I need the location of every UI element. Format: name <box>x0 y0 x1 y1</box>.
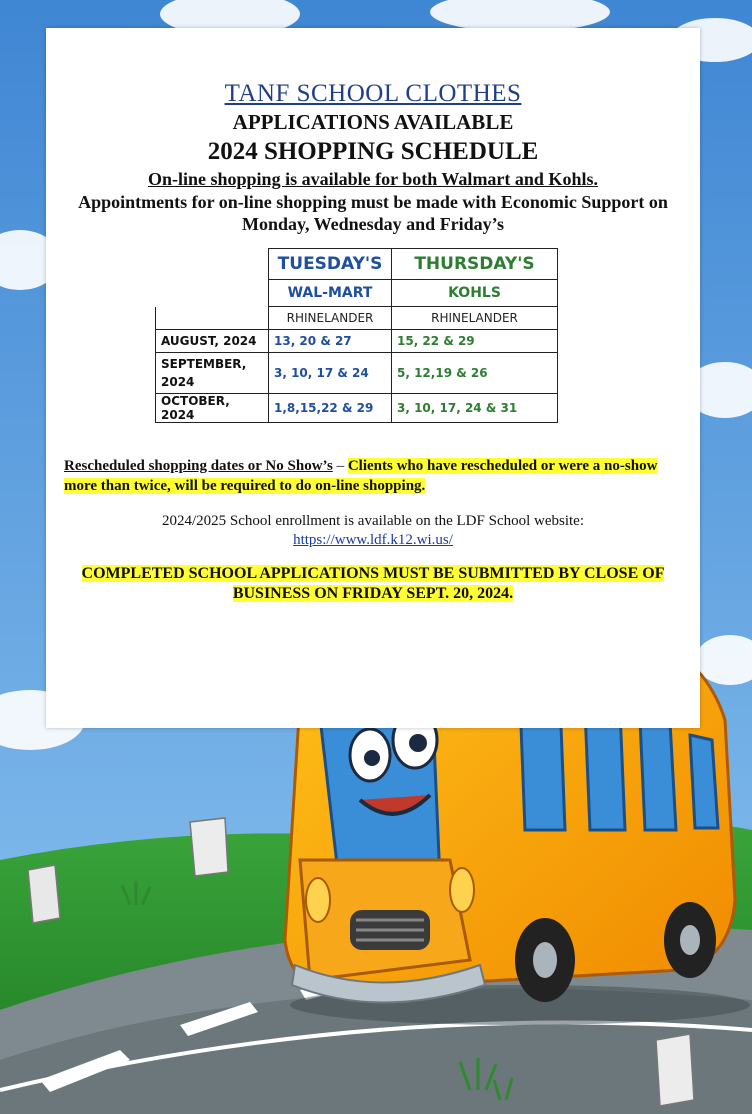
flyer-sheet <box>46 28 700 728</box>
shopping-schedule-table <box>155 248 558 423</box>
enrollment-note: 2024/2025 School enrollment is available on the LDF School website: <box>161 513 585 529</box>
reschedule-label: Rescheduled shopping dates or No Show’s <box>64 458 333 474</box>
flyer-title: TANF SCHOOL CLOTHES <box>224 80 522 107</box>
table-row <box>156 330 558 353</box>
kohls-dates-cell: 15, 22 & 29 <box>392 330 558 353</box>
kohls-dates-cell: 5, 12,19 & 26 <box>392 353 558 394</box>
applications-available-heading: APPLICATIONS AVAILABLE <box>232 110 514 134</box>
deadline-notice: COMPLETED SCHOOL APPLICATIONS MUST BE SUBMITTED BY CLOSE OF BUSINESS ON FRIDAY SEPT. 20, 2024. <box>81 565 665 602</box>
walmart-dates-cell: 3, 10, 17 & 24 <box>269 353 392 394</box>
table-row <box>156 353 558 394</box>
walmart-dates-cell: 1,8,15,22 & 29 <box>269 394 392 423</box>
tuesday-header: TUESDAY'S <box>269 249 392 280</box>
online-shopping-note: On-line shopping is available for both Walmart and Kohls. <box>148 169 598 189</box>
thursday-header: THURSDAY'S <box>392 249 558 280</box>
store-header-row <box>156 280 558 307</box>
month-cell: AUGUST, 2024 <box>156 330 269 353</box>
table-header-row <box>156 249 558 280</box>
reschedule-text: Clients who have rescheduled or were a no-show more than twice, will be required to do on-line shopping. <box>64 458 658 494</box>
walmart-header: WAL-MART <box>269 280 392 307</box>
appointments-note: Appointments for on-line shopping must be made with Economic Support on Monday, Wednesday and Friday’s <box>78 192 668 234</box>
shopping-schedule-heading: 2024 SHOPPING SCHEDULE <box>207 138 539 165</box>
month-cell: OCTOBER, 2024 <box>156 394 269 423</box>
kohls-location: RHINELANDER <box>392 307 558 330</box>
location-row <box>156 307 558 330</box>
table-row <box>156 394 558 423</box>
reschedule-notice: Rescheduled shopping dates or No Show’s – Clients who have rescheduled or were a no-show more than twice, will be required to do on-line shopping. <box>64 458 658 494</box>
kohls-header: KOHLS <box>392 280 558 307</box>
walmart-location: RHINELANDER <box>269 307 392 330</box>
kohls-dates-cell: 3, 10, 17, 24 & 31 <box>392 394 558 423</box>
month-cell: SEPTEMBER, 2024 <box>156 353 269 394</box>
walmart-dates-cell: 13, 20 & 27 <box>269 330 392 353</box>
school-website-link[interactable]: https://www.ldf.k12.wi.us/ <box>293 532 453 548</box>
